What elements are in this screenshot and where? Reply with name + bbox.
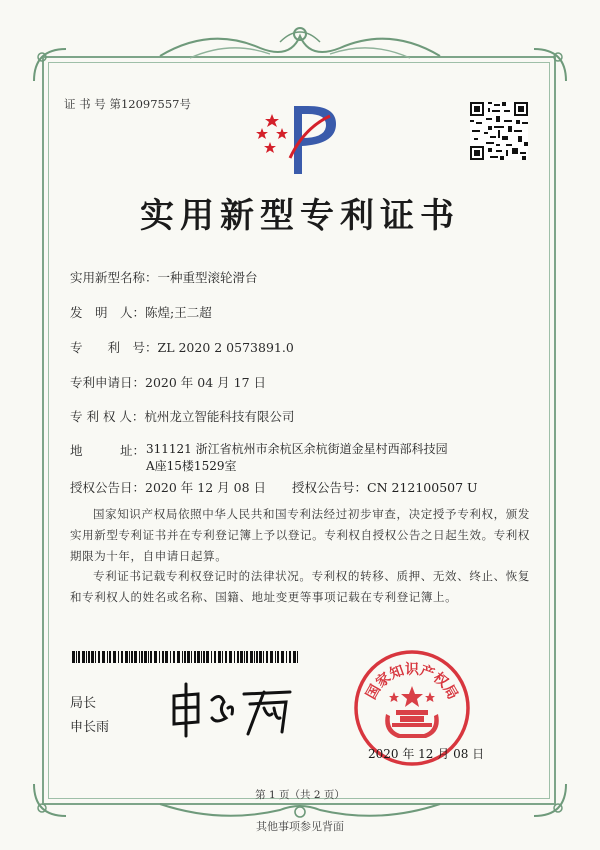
barcode-bar <box>173 651 175 663</box>
utility-model-name-label: 实用新型名称： <box>70 270 158 285</box>
barcode-bar <box>150 651 152 663</box>
address-value: 311121 浙江省杭州市余杭区余杭街道金星村西部科技园A座15楼1529室 <box>146 442 448 473</box>
barcode-bar <box>270 651 273 663</box>
certificate-number: 证 书 号 第12097557号 <box>64 97 191 111</box>
barcode-bar <box>194 651 196 663</box>
barcode-bar <box>222 651 223 663</box>
barcode-bar <box>159 651 160 663</box>
barcode-bar <box>72 651 75 663</box>
barcode-bar <box>206 651 209 663</box>
barcode-bar <box>78 651 80 663</box>
barcode-bar <box>165 651 168 663</box>
patent-number-label: 专 利 号： <box>70 340 158 355</box>
patent-number-value: ZL 2020 2 0573891.0 <box>157 340 294 355</box>
barcode-bar <box>250 651 253 663</box>
barcode-bar <box>148 651 149 663</box>
patentee-label: 专 利 权 人： <box>70 409 145 424</box>
director-name: 申长雨 <box>70 720 110 735</box>
barcode-bar <box>234 651 235 663</box>
barcode-bar <box>95 651 96 663</box>
barcode-bar <box>277 651 279 663</box>
grant-date-label: 授权公告日： <box>70 480 146 495</box>
application-date-row <box>70 373 266 391</box>
barcode-bar <box>229 651 232 663</box>
barcode-bar <box>237 651 239 663</box>
barcode-bar <box>293 651 296 663</box>
barcode-bar <box>113 651 116 663</box>
director-title: 局长 <box>70 696 97 711</box>
address-label: 地 址： <box>70 443 146 458</box>
legal-status-note: 专利证书记载专利权登记时的法律状况。专利权的转移、质押、无效、终止、恢复和专利权人的姓名或名称、国籍、地址变更等事项记载在专利登记簿上。 <box>70 569 530 604</box>
barcode-bar <box>98 651 100 663</box>
patentee-value: 杭州龙立智能科技有限公司 <box>144 409 295 424</box>
barcode-bar <box>118 651 119 663</box>
barcode-bar <box>201 651 202 663</box>
barcode-bar <box>88 651 90 663</box>
barcode-bar <box>266 651 268 663</box>
barcode-bar <box>91 651 94 663</box>
inventor-label: 发 明 人： <box>70 305 146 320</box>
barcode-bar <box>109 651 111 663</box>
barcode-bar <box>218 651 221 663</box>
patent-office-logo-icon <box>250 98 345 178</box>
certificate-title: 实用新型专利证书 <box>140 196 460 236</box>
barcode-bar <box>82 651 85 663</box>
corner-ornament-tl <box>30 45 70 85</box>
top-ornament <box>150 20 450 66</box>
barcode-bar <box>275 651 276 663</box>
application-date-label: 专利申请日： <box>70 375 146 390</box>
barcode-bar <box>246 651 248 663</box>
director-signature <box>168 678 298 738</box>
qr-code-icon <box>470 102 528 160</box>
barcode-bar <box>286 651 287 663</box>
barcode-bar <box>141 651 143 663</box>
utility-model-name-value: 一种重型滚轮滑台 <box>157 270 258 285</box>
barcode-bar <box>297 651 298 663</box>
barcode-bar <box>162 651 164 663</box>
page-number: 第 1 页（共 2 页） <box>255 789 345 801</box>
barcode-bar <box>121 651 123 663</box>
grant-date-row <box>70 478 266 496</box>
barcode-bar <box>107 651 108 663</box>
barcode-bar <box>256 651 258 663</box>
barcode-icon <box>72 651 298 663</box>
footer-note: 其他事项参见背面 <box>256 820 344 833</box>
patentee-row <box>70 407 294 425</box>
barcode-bar <box>131 651 133 663</box>
barcode-bar <box>177 651 180 663</box>
inventor-value: 陈煌;王二超 <box>145 305 212 320</box>
barcode-bar <box>289 651 291 663</box>
seal-date: 2020 年 12 月 08 日 <box>368 747 485 761</box>
barcode-bar <box>139 651 140 663</box>
barcode-bar <box>197 651 200 663</box>
barcode-bar <box>184 651 186 663</box>
grant-number-row <box>292 478 478 496</box>
barcode-bar <box>86 651 87 663</box>
patent-number-row <box>70 338 294 356</box>
barcode-bar <box>191 651 192 663</box>
barcode-bar <box>203 651 205 663</box>
barcode-bar <box>214 651 216 663</box>
corner-ornament-tr <box>530 45 570 85</box>
inventor-row <box>70 303 212 321</box>
barcode-bar <box>129 651 130 663</box>
address-row <box>70 441 145 459</box>
barcode-bar <box>144 651 147 663</box>
barcode-bar <box>225 651 227 663</box>
barcode-bar <box>154 651 157 663</box>
application-date-value: 2020 年 04 月 17 日 <box>145 375 267 390</box>
barcode-bar <box>240 651 243 663</box>
barcode-bar <box>182 651 183 663</box>
utility-model-name-row <box>70 268 258 286</box>
barcode-bar <box>254 651 255 663</box>
grant-number-label: 授权公告号： <box>292 480 368 495</box>
barcode-bar <box>244 651 245 663</box>
barcode-bar <box>134 651 137 663</box>
barcode-bar <box>281 651 284 663</box>
grant-date-value: 2020 年 12 月 08 日 <box>145 480 267 495</box>
seal-text: 国家知识产权局 <box>363 662 461 703</box>
barcode-bar <box>263 651 264 663</box>
barcode-bar <box>211 651 212 663</box>
grant-number-value: CN 212100507 U <box>367 480 478 495</box>
barcode-bar <box>76 651 77 663</box>
barcode-bar <box>170 651 171 663</box>
barcode-bar <box>102 651 105 663</box>
certificate-statement: 国家知识产权局依照中华人民共和国专利法经过初步审查，决定授予专利权，颁发实用新型专利证书并在专利登记簿上予以登记。专利权自授权公告之日起生效。专利权期限为十年，自申请日起算。 <box>70 507 530 563</box>
barcode-bar <box>259 651 262 663</box>
barcode-bar <box>125 651 128 663</box>
barcode-bar <box>187 651 190 663</box>
